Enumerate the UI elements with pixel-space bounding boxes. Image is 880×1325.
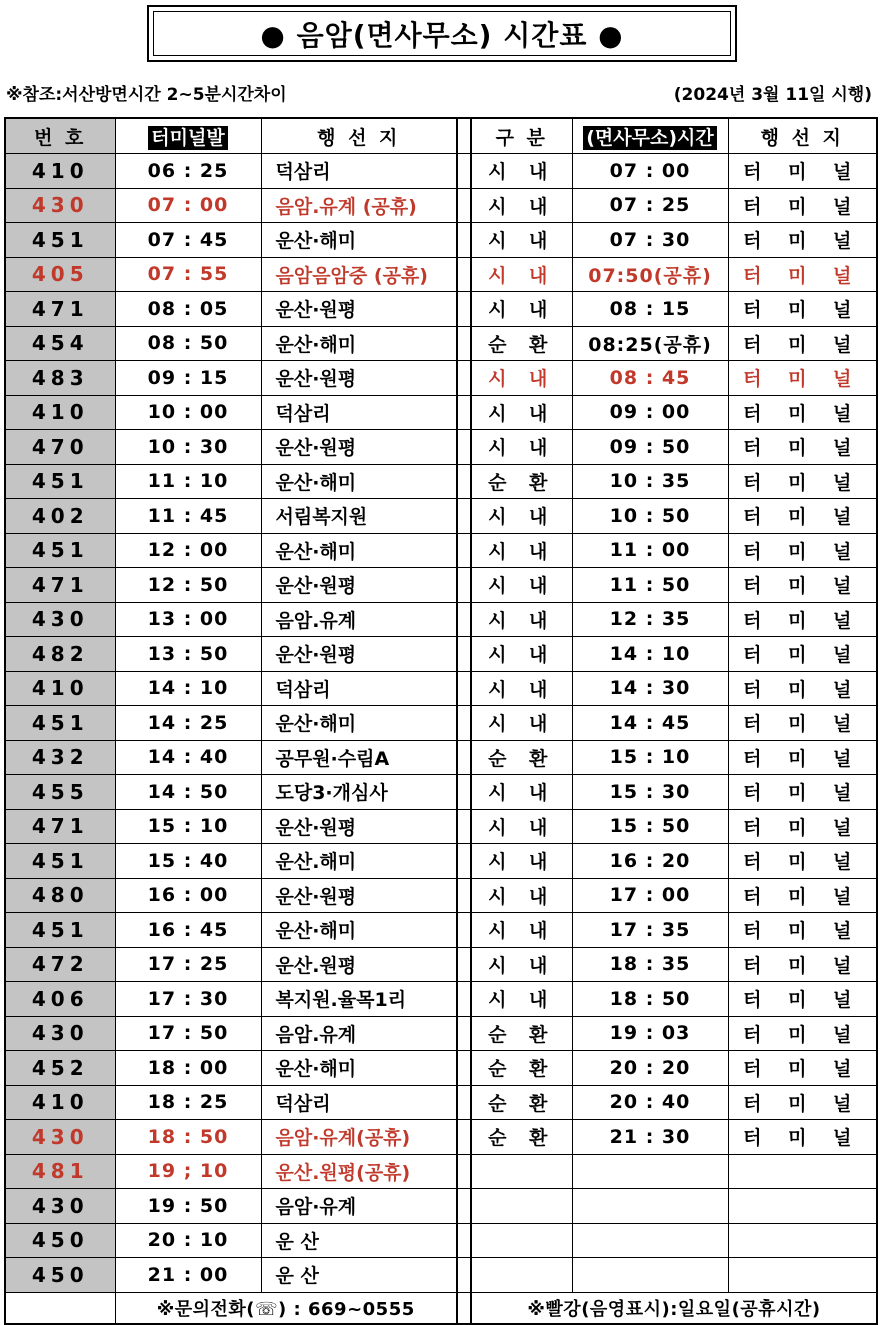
column-gap — [457, 1085, 471, 1120]
terminal-departure-time: 10 : 30 — [115, 430, 261, 465]
table-row — [5, 602, 877, 637]
office-departure-time: 10 : 50 — [572, 499, 728, 534]
return-destination: 터 미 널 — [728, 913, 877, 948]
terminal-departure-time: 08 : 50 — [115, 326, 261, 361]
terminal-departure-time: 11 : 45 — [115, 499, 261, 534]
header-gubun: 구 분 — [471, 118, 572, 154]
return-destination: 터 미 널 — [728, 1051, 877, 1086]
table-row — [5, 775, 877, 810]
return-destination: 터 미 널 — [728, 395, 877, 430]
route-number: 451 — [5, 844, 115, 879]
service-type: 순 환 — [471, 740, 572, 775]
destination: 덕삼리 — [261, 154, 457, 189]
column-gap — [457, 395, 471, 430]
column-gap — [457, 188, 471, 223]
route-number: 452 — [5, 1051, 115, 1086]
return-destination: 터 미 널 — [728, 154, 877, 189]
service-type: 시 내 — [471, 878, 572, 913]
footer-row — [5, 1292, 877, 1324]
service-type — [471, 1154, 572, 1189]
timetable — [4, 117, 878, 1325]
return-destination: 터 미 널 — [728, 568, 877, 603]
column-gap — [457, 740, 471, 775]
route-number: 410 — [5, 395, 115, 430]
office-departure-time: 07 : 30 — [572, 223, 728, 258]
column-gap — [457, 982, 471, 1017]
table-row — [5, 637, 877, 672]
destination: 공무원·수림A — [261, 740, 457, 775]
terminal-departure-time: 12 : 50 — [115, 568, 261, 603]
return-destination: 터 미 널 — [728, 637, 877, 672]
route-number: 471 — [5, 568, 115, 603]
column-gap — [457, 292, 471, 327]
table-row — [5, 499, 877, 534]
service-type: 시 내 — [471, 499, 572, 534]
table-row — [5, 430, 877, 465]
route-number: 450 — [5, 1258, 115, 1293]
effective-date: (2024년 3월 11일 시행) — [673, 85, 872, 105]
office-departure-time: 18 : 50 — [572, 982, 728, 1017]
office-departure-time: 08:25(공휴) — [572, 326, 728, 361]
destination: 도당3·개심사 — [261, 775, 457, 810]
column-gap — [457, 464, 471, 499]
return-destination: 터 미 널 — [728, 775, 877, 810]
column-gap — [457, 568, 471, 603]
terminal-departure-time: 07 : 55 — [115, 257, 261, 292]
destination: 운 산 — [261, 1223, 457, 1258]
table-row — [5, 878, 877, 913]
table-row — [5, 706, 877, 741]
column-gap — [457, 947, 471, 982]
office-departure-time: 17 : 35 — [572, 913, 728, 948]
office-departure-time: 10 : 35 — [572, 464, 728, 499]
return-destination: 터 미 널 — [728, 1085, 877, 1120]
destination: 운산.해미 — [261, 844, 457, 879]
table-row — [5, 533, 877, 568]
column-gap — [457, 223, 471, 258]
destination: 운 산 — [261, 1258, 457, 1293]
return-destination — [728, 1189, 877, 1224]
service-type: 시 내 — [471, 395, 572, 430]
office-departure-time: 15 : 50 — [572, 809, 728, 844]
column-gap — [457, 637, 471, 672]
route-number: 470 — [5, 430, 115, 465]
service-type: 순 환 — [471, 1085, 572, 1120]
route-number: 430 — [5, 1189, 115, 1224]
header-terminal — [115, 118, 261, 154]
terminal-departure-time: 13 : 00 — [115, 602, 261, 637]
table-row — [5, 740, 877, 775]
destination: 복지원.율목1리 — [261, 982, 457, 1017]
table-row — [5, 257, 877, 292]
table-row — [5, 361, 877, 396]
table-row — [5, 1154, 877, 1189]
destination: 운산·해미 — [261, 706, 457, 741]
terminal-departure-time: 21 : 00 — [115, 1258, 261, 1293]
terminal-departure-time: 19 : 50 — [115, 1189, 261, 1224]
route-number: 451 — [5, 464, 115, 499]
service-type: 시 내 — [471, 809, 572, 844]
column-gap — [457, 257, 471, 292]
return-destination — [728, 1258, 877, 1293]
terminal-departure-time: 18 : 50 — [115, 1120, 261, 1155]
return-destination: 터 미 널 — [728, 809, 877, 844]
destination: 운산·원평 — [261, 568, 457, 603]
terminal-departure-time: 17 : 30 — [115, 982, 261, 1017]
column-gap — [457, 671, 471, 706]
table-row — [5, 154, 877, 189]
destination: 운산·해미 — [261, 533, 457, 568]
footer-blank — [5, 1292, 115, 1324]
table-row — [5, 982, 877, 1017]
destination: 운산·해미 — [261, 913, 457, 948]
route-number: 430 — [5, 1120, 115, 1155]
terminal-departure-time: 08 : 05 — [115, 292, 261, 327]
column-gap — [457, 1292, 471, 1324]
return-destination: 터 미 널 — [728, 533, 877, 568]
terminal-departure-time: 18 : 25 — [115, 1085, 261, 1120]
office-departure-time — [572, 1258, 728, 1293]
office-departure-time: 08 : 45 — [572, 361, 728, 396]
office-departure-time: 17 : 00 — [572, 878, 728, 913]
return-destination: 터 미 널 — [728, 947, 877, 982]
route-number: 450 — [5, 1223, 115, 1258]
route-number: 410 — [5, 1085, 115, 1120]
column-gap — [457, 1223, 471, 1258]
route-number: 482 — [5, 637, 115, 672]
column-gap — [457, 154, 471, 189]
terminal-departure-time: 14 : 40 — [115, 740, 261, 775]
table-row — [5, 1051, 877, 1086]
destination: 운산·원평 — [261, 361, 457, 396]
terminal-departure-time: 15 : 10 — [115, 809, 261, 844]
table-row — [5, 947, 877, 982]
return-destination: 터 미 널 — [728, 361, 877, 396]
color-legend: ※빨강(음영표시):일요일(공휴시간) — [471, 1292, 877, 1324]
office-departure-time: 12 : 35 — [572, 602, 728, 637]
column-gap — [457, 326, 471, 361]
route-number: 451 — [5, 706, 115, 741]
return-destination: 터 미 널 — [728, 671, 877, 706]
destination: 운산.원평(공휴) — [261, 1154, 457, 1189]
table-row — [5, 568, 877, 603]
office-departure-time: 07 : 25 — [572, 188, 728, 223]
service-type: 순 환 — [471, 1016, 572, 1051]
terminal-departure-time: 09 : 15 — [115, 361, 261, 396]
column-gap — [457, 533, 471, 568]
column-gap — [457, 844, 471, 879]
service-type: 시 내 — [471, 775, 572, 810]
terminal-departure-time: 16 : 45 — [115, 913, 261, 948]
terminal-departure-time: 13 : 50 — [115, 637, 261, 672]
destination: 덕삼리 — [261, 671, 457, 706]
service-type: 시 내 — [471, 568, 572, 603]
header-num: 번 호 — [5, 118, 115, 154]
service-type: 시 내 — [471, 947, 572, 982]
route-number: 455 — [5, 775, 115, 810]
return-destination: 터 미 널 — [728, 257, 877, 292]
terminal-departure-time: 10 : 00 — [115, 395, 261, 430]
header-office — [572, 118, 728, 154]
route-number: 471 — [5, 292, 115, 327]
return-destination: 터 미 널 — [728, 740, 877, 775]
header-dest2: 행 선 지 — [728, 118, 877, 154]
service-type: 시 내 — [471, 188, 572, 223]
destination: 운산·해미 — [261, 1051, 457, 1086]
service-type: 시 내 — [471, 844, 572, 879]
office-departure-time: 09 : 50 — [572, 430, 728, 465]
destination: 운산·해미 — [261, 326, 457, 361]
terminal-departure-time: 07 : 45 — [115, 223, 261, 258]
header-dest: 행 선 지 — [261, 118, 457, 154]
terminal-departure-time: 20 : 10 — [115, 1223, 261, 1258]
column-gap — [457, 1120, 471, 1155]
route-number: 410 — [5, 671, 115, 706]
table-row — [5, 844, 877, 879]
return-destination: 터 미 널 — [728, 1016, 877, 1051]
terminal-departure-time: 19 ; 10 — [115, 1154, 261, 1189]
destination: 음암.유계 — [261, 602, 457, 637]
header-row — [5, 118, 877, 154]
service-type: 시 내 — [471, 154, 572, 189]
return-destination: 터 미 널 — [728, 188, 877, 223]
destination: 음암음암중 (공휴) — [261, 257, 457, 292]
terminal-departure-time: 18 : 00 — [115, 1051, 261, 1086]
terminal-departure-time: 16 : 00 — [115, 878, 261, 913]
destination: 서림복지원 — [261, 499, 457, 534]
table-row — [5, 223, 877, 258]
route-number: 430 — [5, 188, 115, 223]
office-departure-time: 11 : 00 — [572, 533, 728, 568]
table-row — [5, 1085, 877, 1120]
return-destination: 터 미 널 — [728, 464, 877, 499]
terminal-departure-time: 14 : 10 — [115, 671, 261, 706]
destination: 음암.유계 — [261, 1016, 457, 1051]
service-type: 순 환 — [471, 1051, 572, 1086]
table-row — [5, 188, 877, 223]
service-type — [471, 1258, 572, 1293]
return-destination: 터 미 널 — [728, 326, 877, 361]
return-destination: 터 미 널 — [728, 602, 877, 637]
service-type: 시 내 — [471, 637, 572, 672]
route-number: 430 — [5, 602, 115, 637]
column-gap — [457, 1051, 471, 1086]
office-departure-time: 14 : 30 — [572, 671, 728, 706]
return-destination — [728, 1223, 877, 1258]
office-departure-time: 20 : 40 — [572, 1085, 728, 1120]
terminal-departure-time: 17 : 50 — [115, 1016, 261, 1051]
column-gap — [457, 706, 471, 741]
table-row — [5, 809, 877, 844]
table-row — [5, 671, 877, 706]
table-row — [5, 1189, 877, 1224]
return-destination: 터 미 널 — [728, 878, 877, 913]
office-departure-time: 14 : 45 — [572, 706, 728, 741]
route-number: 451 — [5, 223, 115, 258]
destination: 운산·원평 — [261, 878, 457, 913]
inquiry-phone: ※문의전화(☏) : 669~0555 — [115, 1292, 457, 1324]
office-departure-time: 11 : 50 — [572, 568, 728, 603]
destination: 운산·원평 — [261, 430, 457, 465]
office-departure-time: 09 : 00 — [572, 395, 728, 430]
column-gap — [457, 775, 471, 810]
terminal-departure-time: 14 : 25 — [115, 706, 261, 741]
destination: 운산.원평 — [261, 947, 457, 982]
table-row — [5, 292, 877, 327]
route-number: 430 — [5, 1016, 115, 1051]
route-number: 454 — [5, 326, 115, 361]
service-type: 시 내 — [471, 913, 572, 948]
terminal-departure-time: 17 : 25 — [115, 947, 261, 982]
office-departure-time: 20 : 20 — [572, 1051, 728, 1086]
column-gap — [457, 499, 471, 534]
route-number: 483 — [5, 361, 115, 396]
service-type: 시 내 — [471, 223, 572, 258]
destination: 덕삼리 — [261, 395, 457, 430]
route-number: 451 — [5, 533, 115, 568]
route-number: 481 — [5, 1154, 115, 1189]
column-gap — [457, 118, 471, 154]
route-number: 410 — [5, 154, 115, 189]
office-departure-time — [572, 1189, 728, 1224]
terminal-departure-time: 12 : 00 — [115, 533, 261, 568]
destination: 음암·유계(공휴) — [261, 1120, 457, 1155]
column-gap — [457, 602, 471, 637]
route-number: 402 — [5, 499, 115, 534]
service-type: 시 내 — [471, 602, 572, 637]
route-number: 406 — [5, 982, 115, 1017]
office-departure-time: 07 : 00 — [572, 154, 728, 189]
service-type: 시 내 — [471, 292, 572, 327]
office-departure-time — [572, 1223, 728, 1258]
table-row — [5, 326, 877, 361]
column-gap — [457, 1189, 471, 1224]
return-destination: 터 미 널 — [728, 844, 877, 879]
column-gap — [457, 809, 471, 844]
destination: 음암·유계 — [261, 1189, 457, 1224]
route-number: 432 — [5, 740, 115, 775]
service-type — [471, 1223, 572, 1258]
destination: 덕삼리 — [261, 1085, 457, 1120]
destination: 운산·해미 — [261, 464, 457, 499]
office-departure-time: 16 : 20 — [572, 844, 728, 879]
route-number: 405 — [5, 257, 115, 292]
route-number: 480 — [5, 878, 115, 913]
page-title: ● 음암(면사무소) 시간표 ● — [153, 11, 731, 56]
return-destination: 터 미 널 — [728, 706, 877, 741]
office-departure-time: 15 : 30 — [572, 775, 728, 810]
office-departure-time: 15 : 10 — [572, 740, 728, 775]
column-gap — [457, 361, 471, 396]
route-number: 472 — [5, 947, 115, 982]
office-departure-time: 21 : 30 — [572, 1120, 728, 1155]
column-gap — [457, 430, 471, 465]
terminal-departure-time: 14 : 50 — [115, 775, 261, 810]
column-gap — [457, 1154, 471, 1189]
header-office-label: (면사무소)시간 — [583, 126, 717, 150]
service-type: 시 내 — [471, 533, 572, 568]
route-number: 451 — [5, 913, 115, 948]
office-departure-time: 07:50(공휴) — [572, 257, 728, 292]
return-destination: 터 미 널 — [728, 499, 877, 534]
table-row — [5, 1223, 877, 1258]
service-type — [471, 1189, 572, 1224]
column-gap — [457, 1258, 471, 1293]
office-departure-time — [572, 1154, 728, 1189]
column-gap — [457, 1016, 471, 1051]
return-destination: 터 미 널 — [728, 1120, 877, 1155]
table-row — [5, 1016, 877, 1051]
terminal-departure-time: 15 : 40 — [115, 844, 261, 879]
service-type: 시 내 — [471, 706, 572, 741]
return-destination: 터 미 널 — [728, 223, 877, 258]
terminal-departure-time: 11 : 10 — [115, 464, 261, 499]
table-row — [5, 395, 877, 430]
route-number: 471 — [5, 809, 115, 844]
office-departure-time: 18 : 35 — [572, 947, 728, 982]
timetable-body — [5, 154, 877, 1293]
service-type: 순 환 — [471, 326, 572, 361]
return-destination — [728, 1154, 877, 1189]
office-departure-time: 08 : 15 — [572, 292, 728, 327]
table-row — [5, 464, 877, 499]
office-departure-time: 19 : 03 — [572, 1016, 728, 1051]
reference-note: ※참조:서산방면시간 2~5분시간차이 — [6, 85, 287, 105]
service-type: 순 환 — [471, 1120, 572, 1155]
table-row — [5, 913, 877, 948]
terminal-departure-time: 06 : 25 — [115, 154, 261, 189]
destination: 운산·원평 — [261, 292, 457, 327]
terminal-departure-time: 07 : 00 — [115, 188, 261, 223]
table-row — [5, 1258, 877, 1293]
column-gap — [457, 913, 471, 948]
destination: 운산·원평 — [261, 637, 457, 672]
destination: 음암.유계 (공휴) — [261, 188, 457, 223]
return-destination: 터 미 널 — [728, 430, 877, 465]
header-terminal-label: 터미널발 — [148, 126, 227, 150]
destination: 운산·원평 — [261, 809, 457, 844]
table-row — [5, 1120, 877, 1155]
return-destination: 터 미 널 — [728, 982, 877, 1017]
return-destination: 터 미 널 — [728, 292, 877, 327]
service-type: 시 내 — [471, 982, 572, 1017]
destination: 운산·해미 — [261, 223, 457, 258]
service-type: 시 내 — [471, 671, 572, 706]
title-box — [147, 5, 737, 62]
column-gap — [457, 878, 471, 913]
service-type: 시 내 — [471, 361, 572, 396]
service-type: 시 내 — [471, 430, 572, 465]
service-type: 시 내 — [471, 257, 572, 292]
office-departure-time: 14 : 10 — [572, 637, 728, 672]
service-type: 순 환 — [471, 464, 572, 499]
